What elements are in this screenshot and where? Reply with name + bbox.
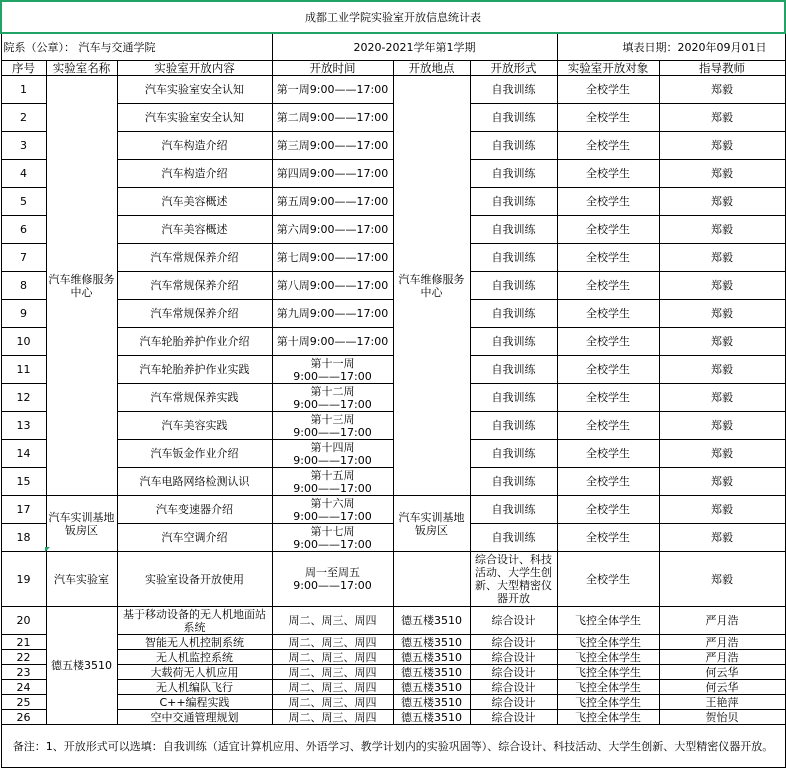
header-row xyxy=(1,61,785,76)
target-cell: 全校学生 xyxy=(557,104,659,132)
teacher-cell: 何云华 xyxy=(659,680,785,695)
content-cell: 汽车实验室安全认知 xyxy=(117,76,272,104)
header-time: 开放时间 xyxy=(272,61,393,76)
row-number: 13 xyxy=(1,412,46,440)
teacher-cell: 郑毅 xyxy=(659,132,785,160)
row-number: 23 xyxy=(1,665,46,680)
teacher-cell: 郑毅 xyxy=(659,440,785,468)
content-cell: 实验室设备开放使用 xyxy=(117,552,272,607)
form-cell: 自我训练 xyxy=(470,356,557,384)
form-cell: 综合设计 xyxy=(470,695,557,710)
content-cell: 基于移动设备的无人机地面站系统 xyxy=(117,607,272,635)
time-cell: 第七周9:00——17:00 xyxy=(272,244,393,272)
content-cell: 汽车变速器介绍 xyxy=(117,496,272,524)
target-cell: 飞控全体学生 xyxy=(557,607,659,635)
table-row xyxy=(1,710,785,725)
content-cell: 汽车轮胎养护作业实践 xyxy=(117,356,272,384)
time-cell: 第八周9:00——17:00 xyxy=(272,272,393,300)
teacher-cell: 郑毅 xyxy=(659,160,785,188)
form-cell: 自我训练 xyxy=(470,160,557,188)
target-cell: 全校学生 xyxy=(557,412,659,440)
target-cell: 全校学生 xyxy=(557,524,659,552)
teacher-cell: 郑毅 xyxy=(659,300,785,328)
place-cell: 德五楼3510 xyxy=(393,650,470,665)
form-cell: 自我训练 xyxy=(470,496,557,524)
teacher-cell: 郑毅 xyxy=(659,216,785,244)
row-number: 8 xyxy=(1,272,46,300)
content-cell: 智能无人机控制系统 xyxy=(117,635,272,650)
place-cell xyxy=(393,552,470,607)
time-cell: 周二、周三、周四 xyxy=(272,665,393,680)
target-cell: 飞控全体学生 xyxy=(557,695,659,710)
teacher-cell: 郑毅 xyxy=(659,244,785,272)
time-cell: 周二、周三、周四 xyxy=(272,680,393,695)
table-row xyxy=(1,695,785,710)
sheet-title: 成都工业学院实验室开放信息统计表 xyxy=(1,1,785,33)
target-cell: 全校学生 xyxy=(557,468,659,496)
time-cell: 第十二周 9:00——17:00 xyxy=(272,384,393,412)
teacher-cell: 郑毅 xyxy=(659,552,785,607)
time-cell: 第十周9:00——17:00 xyxy=(272,328,393,356)
table-row xyxy=(1,680,785,695)
header-teacher: 指导教师 xyxy=(659,61,785,76)
row-number: 22 xyxy=(1,650,46,665)
form-cell: 自我训练 xyxy=(470,132,557,160)
note-row xyxy=(1,725,785,768)
content-cell: 空中交通管理规划 xyxy=(117,710,272,725)
table-row xyxy=(1,496,785,524)
target-cell: 全校学生 xyxy=(557,552,659,607)
target-cell: 全校学生 xyxy=(557,384,659,412)
target-cell: 飞控全体学生 xyxy=(557,665,659,680)
form-cell: 综合设计 xyxy=(470,650,557,665)
row-number: 10 xyxy=(1,328,46,356)
target-cell: 全校学生 xyxy=(557,216,659,244)
form-cell: 综合设计 xyxy=(470,607,557,635)
content-cell: 汽车电路网络检测认识 xyxy=(117,468,272,496)
header-content: 实验室开放内容 xyxy=(117,61,272,76)
content-cell: 无人机监控系统 xyxy=(117,650,272,665)
time-cell: 第一周9:00——17:00 xyxy=(272,76,393,104)
form-cell: 综合设计 xyxy=(470,635,557,650)
time-cell: 周二、周三、周四 xyxy=(272,607,393,635)
row-number: 11 xyxy=(1,356,46,384)
table-row xyxy=(1,635,785,650)
target-cell: 飞控全体学生 xyxy=(557,650,659,665)
form-cell: 自我训练 xyxy=(470,384,557,412)
time-cell: 第十六周 9:00——17:00 xyxy=(272,496,393,524)
time-cell: 第三周9:00——17:00 xyxy=(272,132,393,160)
content-cell: 汽车常规保养介绍 xyxy=(117,300,272,328)
row-number: 2 xyxy=(1,104,46,132)
row-number: 24 xyxy=(1,680,46,695)
header-no: 序号 xyxy=(1,61,46,76)
teacher-cell: 严月浩 xyxy=(659,650,785,665)
row-number: 6 xyxy=(1,216,46,244)
time-cell: 第六周9:00——17:00 xyxy=(272,216,393,244)
place-cell: 德五楼3510 xyxy=(393,635,470,650)
content-cell: 汽车实验室安全认知 xyxy=(117,104,272,132)
teacher-cell: 郑毅 xyxy=(659,412,785,440)
target-cell: 全校学生 xyxy=(557,188,659,216)
content-cell: 汽车美容概述 xyxy=(117,188,272,216)
row-number: 4 xyxy=(1,160,46,188)
time-cell: 周二、周三、周四 xyxy=(272,635,393,650)
teacher-cell: 王艳萍 xyxy=(659,695,785,710)
lab-name-cell: 德五楼3510 xyxy=(46,607,117,725)
table-row xyxy=(1,607,785,635)
target-cell: 全校学生 xyxy=(557,328,659,356)
note-cell: 备注：1、开放形式可以选填：自我训练（适宜计算机应用、外语学习、教学计划内的实验巩固等）、综合设计、科技活动、大学生创新、大型精密仪器开放。 xyxy=(1,725,785,768)
teacher-cell: 郑毅 xyxy=(659,188,785,216)
time-cell: 周一至周五 9:00——17:00 xyxy=(272,552,393,607)
form-cell: 自我训练 xyxy=(470,104,557,132)
time-cell: 第十三周 9:00——17:00 xyxy=(272,412,393,440)
row-number: 1 xyxy=(1,76,46,104)
time-cell: 第十一周 9:00——17:00 xyxy=(272,356,393,384)
form-cell: 综合设计 xyxy=(470,710,557,725)
row-number: 21 xyxy=(1,635,46,650)
form-cell: 自我训练 xyxy=(470,244,557,272)
row-number: 12 xyxy=(1,384,46,412)
header-target: 实验室开放对象 xyxy=(557,61,659,76)
time-cell: 第二周9:00——17:00 xyxy=(272,104,393,132)
place-cell: 德五楼3510 xyxy=(393,665,470,680)
content-cell: 汽车钣金作业介绍 xyxy=(117,440,272,468)
time-cell: 周二、周三、周四 xyxy=(272,650,393,665)
row-number: 3 xyxy=(1,132,46,160)
form-cell: 综合设计 xyxy=(470,680,557,695)
target-cell: 全校学生 xyxy=(557,272,659,300)
row-number: 7 xyxy=(1,244,46,272)
header-place: 开放地点 xyxy=(393,61,470,76)
content-cell: 汽车常规保养实践 xyxy=(117,384,272,412)
table-row xyxy=(1,76,785,104)
lab-name-cell: 汽车实验室 xyxy=(46,552,117,607)
form-cell: 自我训练 xyxy=(470,272,557,300)
time-cell: 周二、周三、周四 xyxy=(272,710,393,725)
form-cell: 自我训练 xyxy=(470,524,557,552)
content-cell: C++编程实践 xyxy=(117,695,272,710)
lab-name-cell: 汽车实训基地钣房区 xyxy=(46,496,117,552)
form-cell: 自我训练 xyxy=(470,188,557,216)
target-cell: 全校学生 xyxy=(557,496,659,524)
teacher-cell: 郑毅 xyxy=(659,468,785,496)
time-cell: 第九周9:00——17:00 xyxy=(272,300,393,328)
row-number: 18 xyxy=(1,524,46,552)
row-number: 19 xyxy=(1,552,46,607)
teacher-cell: 何云华 xyxy=(659,665,785,680)
target-cell: 全校学生 xyxy=(557,300,659,328)
content-cell: 汽车美容实践 xyxy=(117,412,272,440)
form-cell: 自我训练 xyxy=(470,468,557,496)
place-cell: 德五楼3510 xyxy=(393,607,470,635)
teacher-cell: 郑毅 xyxy=(659,272,785,300)
place-cell: 德五楼3510 xyxy=(393,710,470,725)
target-cell: 飞控全体学生 xyxy=(557,710,659,725)
time-cell: 第五周9:00——17:00 xyxy=(272,188,393,216)
row-number: 17 xyxy=(1,496,46,524)
content-cell: 汽车常规保养介绍 xyxy=(117,272,272,300)
time-cell: 周二、周三、周四 xyxy=(272,695,393,710)
target-cell: 全校学生 xyxy=(557,76,659,104)
target-cell: 全校学生 xyxy=(557,132,659,160)
time-cell: 第十四周 9:00——17:00 xyxy=(272,440,393,468)
semester-field: 2020-2021学年第1学期 xyxy=(272,33,557,61)
teacher-cell: 郑毅 xyxy=(659,76,785,104)
teacher-cell: 郑毅 xyxy=(659,356,785,384)
teacher-cell: 郑毅 xyxy=(659,496,785,524)
header-lab-name: 实验室名称 xyxy=(46,61,117,76)
row-number: 5 xyxy=(1,188,46,216)
teacher-cell: 贺怡贝 xyxy=(659,710,785,725)
teacher-cell: 严月浩 xyxy=(659,607,785,635)
teacher-cell: 郑毅 xyxy=(659,104,785,132)
form-cell: 自我训练 xyxy=(470,412,557,440)
time-cell: 第十七周 9:00——17:00 xyxy=(272,524,393,552)
row-number: 9 xyxy=(1,300,46,328)
content-cell: 汽车美容概述 xyxy=(117,216,272,244)
row-number: 14 xyxy=(1,440,46,468)
time-cell: 第四周9:00——17:00 xyxy=(272,160,393,188)
teacher-cell: 郑毅 xyxy=(659,384,785,412)
content-cell: 大载荷无人机应用 xyxy=(117,665,272,680)
table-row xyxy=(1,552,785,607)
target-cell: 飞控全体学生 xyxy=(557,680,659,695)
form-cell: 综合设计、科技活动、大学生创新、大型精密仪器开放 xyxy=(470,552,557,607)
row-number: 26 xyxy=(1,710,46,725)
department-field: 院系（公章）： 汽车与交通学院 xyxy=(1,33,272,61)
content-cell: 汽车构造介绍 xyxy=(117,160,272,188)
form-cell: 自我训练 xyxy=(470,440,557,468)
row-number: 20 xyxy=(1,607,46,635)
place-cell: 德五楼3510 xyxy=(393,680,470,695)
content-cell: 汽车构造介绍 xyxy=(117,132,272,160)
teacher-cell: 郑毅 xyxy=(659,328,785,356)
place-cell: 德五楼3510 xyxy=(393,695,470,710)
form-cell: 自我训练 xyxy=(470,328,557,356)
form-cell: 自我训练 xyxy=(470,216,557,244)
teacher-cell: 严月浩 xyxy=(659,635,785,650)
teacher-cell: 郑毅 xyxy=(659,524,785,552)
content-cell: 汽车常规保养介绍 xyxy=(117,244,272,272)
place-cell: 汽车实训基地钣房区 xyxy=(393,496,470,552)
row-number: 15 xyxy=(1,468,46,496)
target-cell: 全校学生 xyxy=(557,244,659,272)
form-cell: 综合设计 xyxy=(470,665,557,680)
content-cell: 汽车轮胎养护作业介绍 xyxy=(117,328,272,356)
target-cell: 飞控全体学生 xyxy=(557,635,659,650)
lab-name-cell: 汽车维修服务中心 xyxy=(46,76,117,496)
place-cell: 汽车维修服务中心 xyxy=(393,76,470,496)
time-cell: 第十五周 9:00——17:00 xyxy=(272,468,393,496)
row-number: 25 xyxy=(1,695,46,710)
fill-date-field: 填表日期：2020年09月01日 xyxy=(557,33,785,61)
target-cell: 全校学生 xyxy=(557,356,659,384)
table-row xyxy=(1,650,785,665)
form-cell: 自我训练 xyxy=(470,76,557,104)
form-cell: 自我训练 xyxy=(470,300,557,328)
cell-comment-marker xyxy=(45,547,50,552)
content-cell: 无人机编队飞行 xyxy=(117,680,272,695)
header-form: 开放形式 xyxy=(470,61,557,76)
target-cell: 全校学生 xyxy=(557,160,659,188)
content-cell: 汽车空调介绍 xyxy=(117,524,272,552)
table-row xyxy=(1,665,785,680)
target-cell: 全校学生 xyxy=(557,440,659,468)
